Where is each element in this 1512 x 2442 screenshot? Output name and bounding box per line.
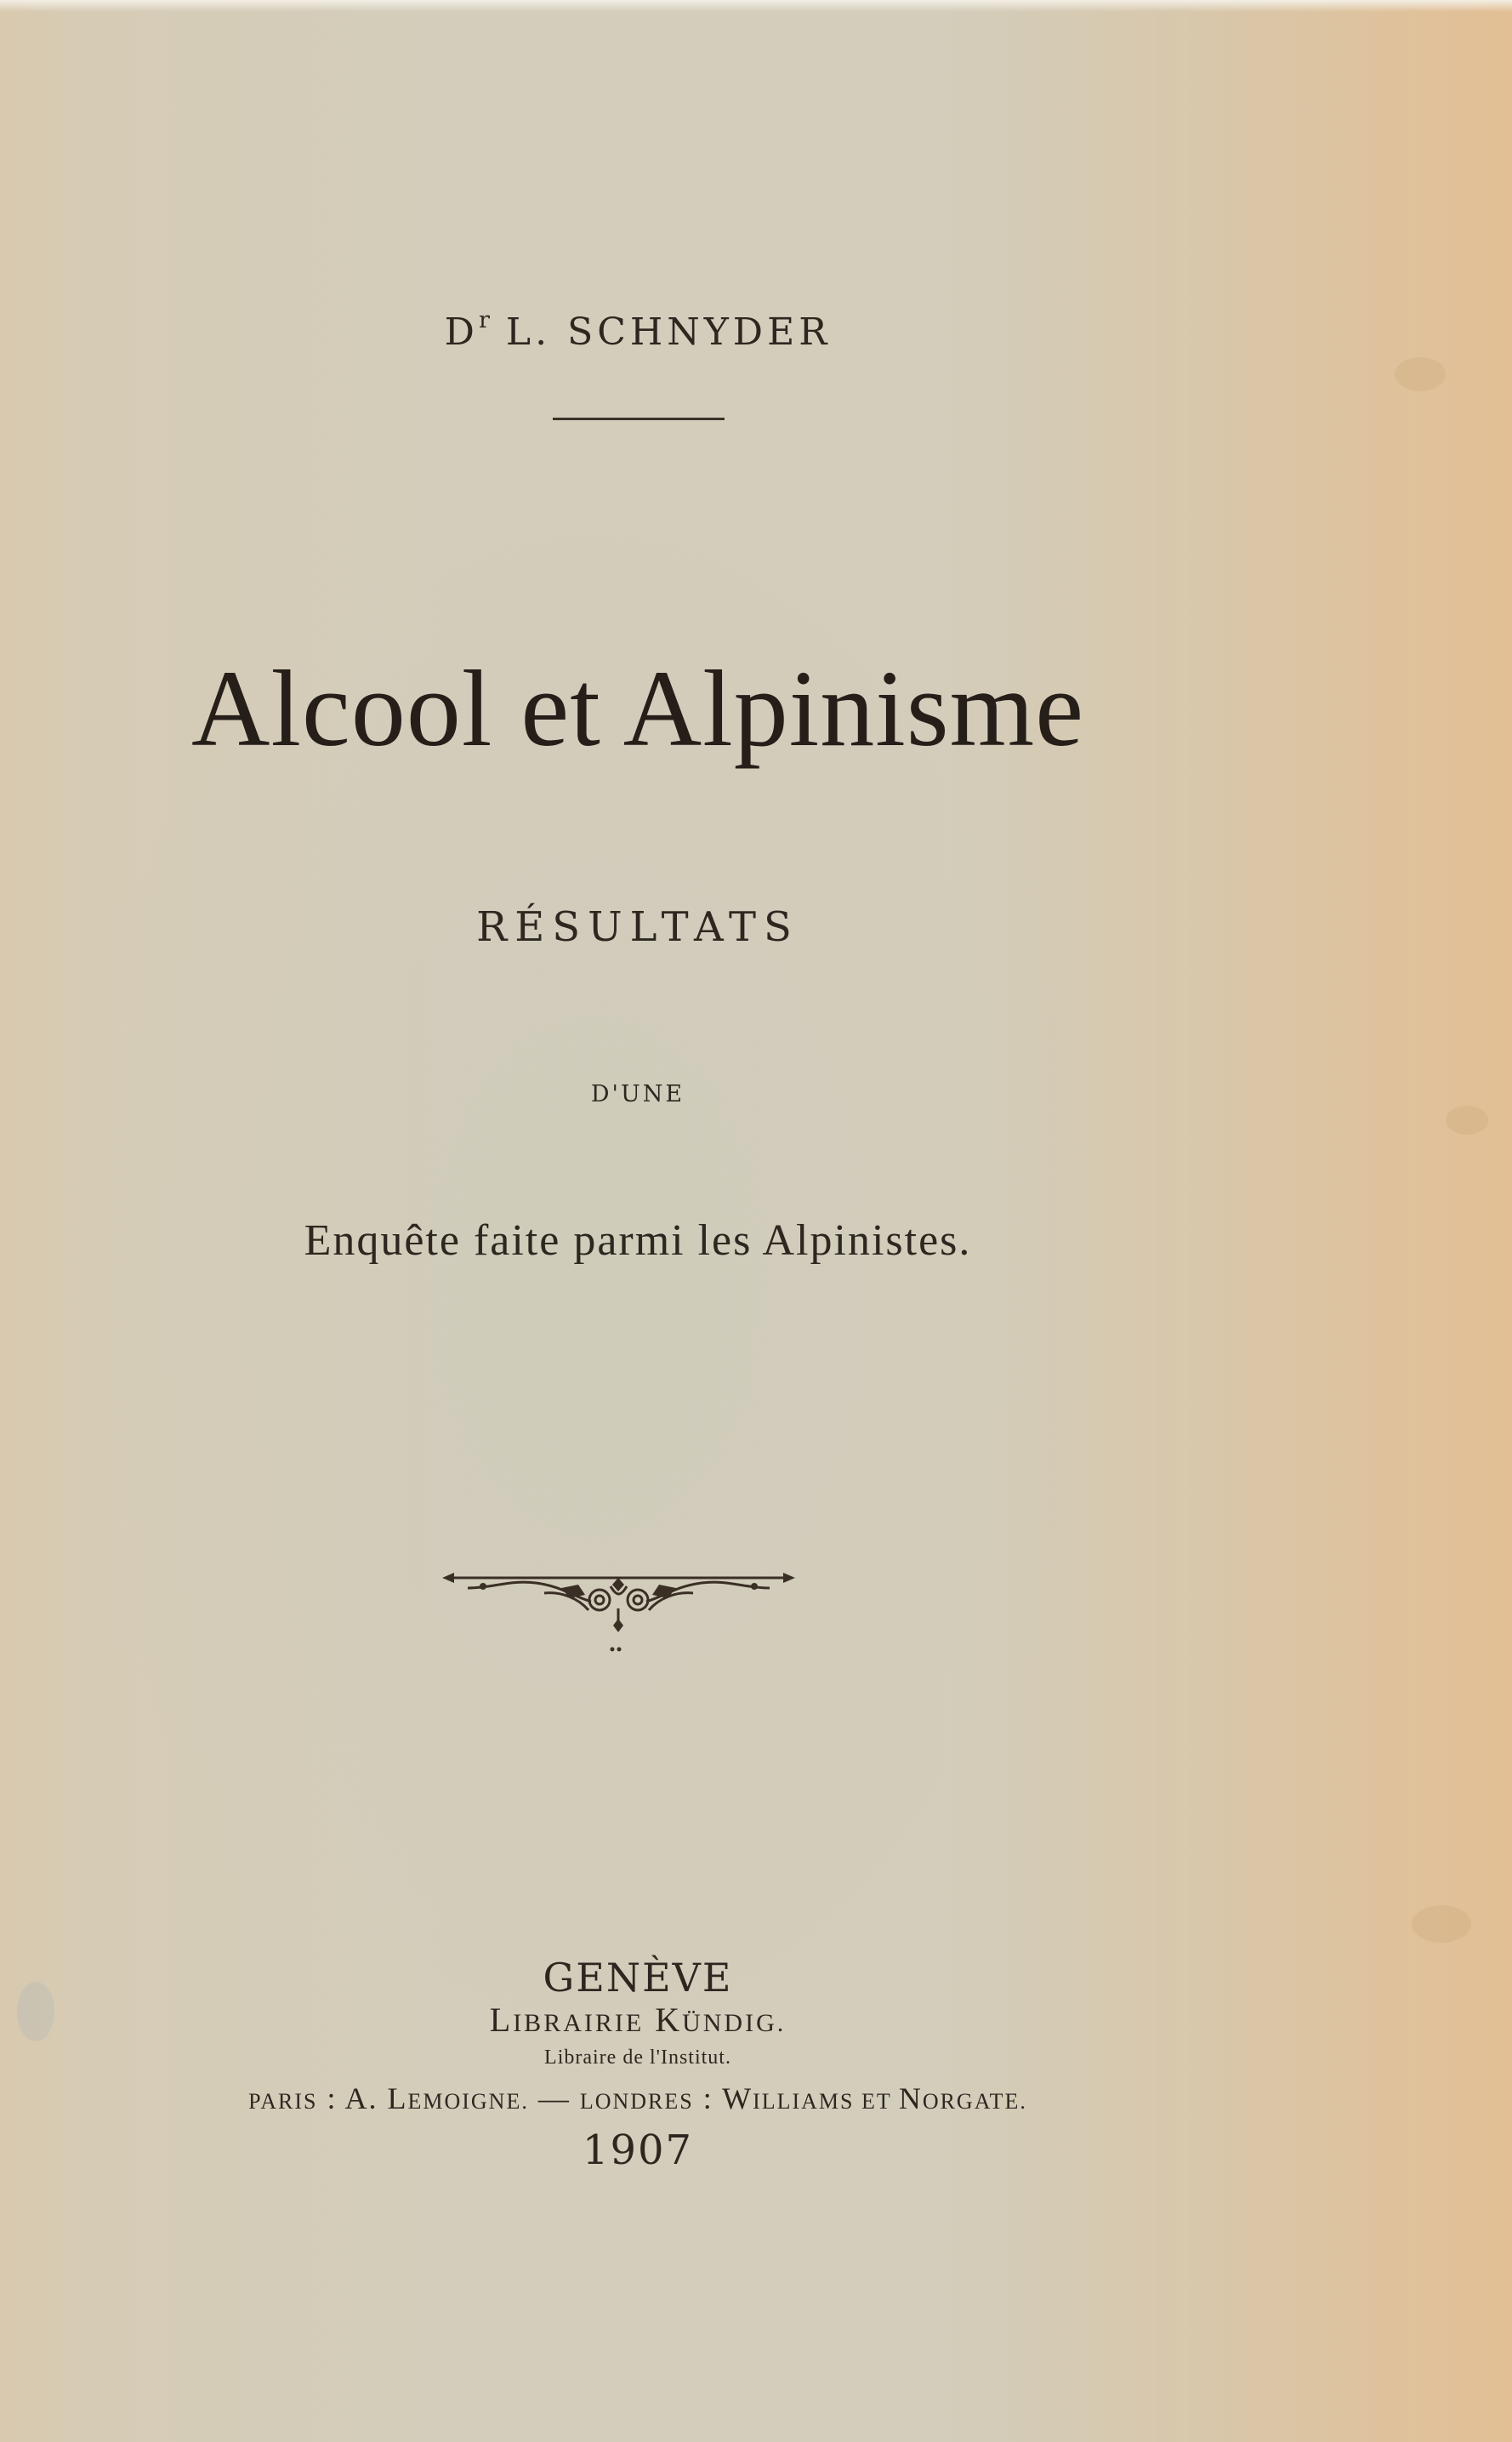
author-prefix: D <box>444 310 479 354</box>
imprint-distributors <box>0 2081 1276 2116</box>
scroll-fleuron-icon <box>442 1561 795 1654</box>
publisher-initial: K <box>655 2001 683 2039</box>
paris-label: PARIS <box>248 2089 318 2114</box>
description: Enquête faite parmi les Alpinistes. <box>304 1216 972 1265</box>
foxing-stain <box>1395 357 1446 391</box>
author-sup: r <box>478 307 490 334</box>
london-initial: N <box>898 2081 923 2115</box>
author-line <box>0 307 1276 354</box>
imprint-publisher <box>0 2000 1276 2040</box>
paris-sep: : <box>317 2081 345 2115</box>
foxing-stain <box>1412 1905 1471 1943</box>
london-name: ORGATE. <box>922 2089 1027 2114</box>
author-name: L. SCHNYDER <box>505 310 832 354</box>
author-rule <box>553 418 725 420</box>
publisher-rest: IBRAIRIE <box>513 2009 645 2037</box>
imprint-dash: — <box>528 2081 580 2115</box>
imprint-year: 1907 <box>582 2126 694 2174</box>
publisher-initial: L <box>489 2001 514 2039</box>
subtitle: RÉSULTATS <box>476 903 799 951</box>
connector-text: D'UNE <box>590 1081 685 1107</box>
page-top-edge <box>0 0 1512 12</box>
london-name: ILLIAMS <box>753 2089 855 2114</box>
imprint-city: GENÈVE <box>543 1955 733 2001</box>
london-initial: W <box>722 2081 753 2115</box>
imprint-publisher-note: Libraire de l'Institut. <box>544 2046 731 2069</box>
london-et: ET <box>854 2089 899 2114</box>
paris-name: EMOIGNE. <box>407 2089 529 2114</box>
paris-initial: A. L <box>344 2081 408 2115</box>
london-label: LONDRES <box>579 2089 694 2114</box>
foxing-stain <box>1446 1106 1488 1135</box>
london-sep: : <box>693 2081 723 2115</box>
book-title: Alcool et Alpinisme <box>191 648 1084 769</box>
publisher-rest: ÜNDIG. <box>682 2009 787 2037</box>
